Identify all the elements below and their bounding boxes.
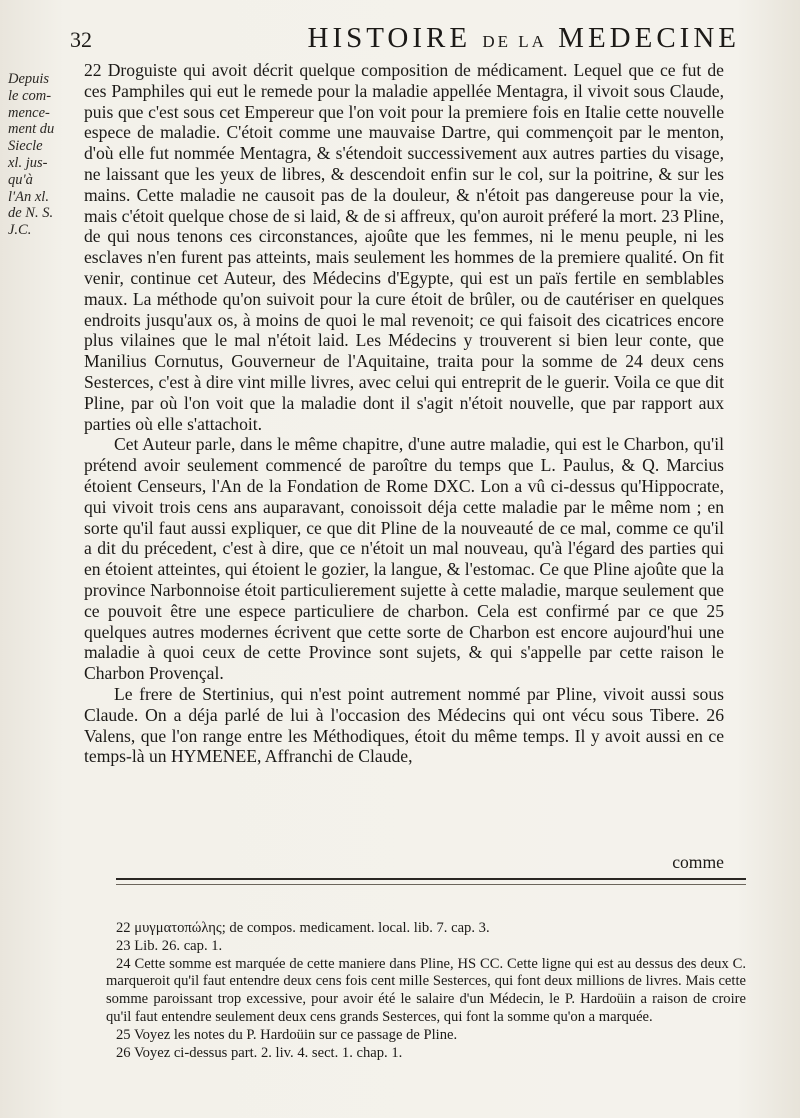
- running-title-part2: DE LA: [482, 32, 547, 51]
- margin-note-line: xl. jus-: [8, 154, 48, 171]
- margin-note-line: mence-: [8, 104, 50, 121]
- footnote-rule: [116, 878, 746, 880]
- margin-note-line: qu'à: [8, 171, 33, 188]
- margin-note: [8, 71, 72, 239]
- page-number: 32: [70, 27, 92, 52]
- margin-note-line: de N. S.: [8, 205, 54, 222]
- main-text: [84, 60, 724, 767]
- catchword: comme: [672, 852, 724, 872]
- footnote-26: 26 Voyez ci-dessus part. 2. liv. 4. sect. 1. chap. 1.: [116, 1044, 403, 1061]
- running-title: [308, 22, 740, 55]
- footnote-23: 23 Lib. 26. cap. 1.: [116, 937, 223, 954]
- footnote-24: 24 Cette somme est marquée de cette maniere dans Pline, HS CC. Cette ligne qui est au dessus des deux C. marqueroit qu'il faut entendre deux cens fois cent mille Sesterces, qui font deux millions de livres. Mais cette somme paroissant trop excessive, pour avoir été le salaire d'un Médecin, le P. Hardoüin a raison de croire qu'il faut entendre seulement deux cens grands Sesterces, qui font la somme qu'on a marquée.: [106, 955, 746, 1025]
- paragraph-1: 22 Droguiste qui avoit décrit quelque composition de médicament. Lequel que ce fut de ces Pamphiles qui eut le remede pour la maladie appellée Mentagra, il vivoit sous Claude, puis que c'est sous cet Empereur que l'on voit pour la premiere fois en Italie cette nouvelle espece de maladie. C'étoit comme une mauvaise Dartre, qui commençoit par le menton, d'où elle fut nommée Mentagra, & s'étendoit successivement aux autres parties du visage, ne laissant que les yeux de libres, & descendoit enfin sur le col, sur la poitrine, & sur les mains. Cette maladie ne causoit pas de la douleur, & n'étoit pas dangereuse pour la vie, mais c'étoit quelque chose de si laid, & de si affreux, qu'on auroit préferé la mort. 23 Pline, de qui nous tenons ces circonstances, ajoûte que les femmes, ni le menu peuple, ni les esclaves n'en furent pas atteints, mais seulement les hommes de la premiere qualité. On fit venir, continue cet Auteur, des Médecins d'Egypte, qui est un païs fertile en semblables maux. La méthode qu'on suivoit pour la cure étoit de brûler, ou de cautériser en quelques endroits jusqu'aux os, à moins de quoi le mal revenoit; ce qui faisoit des cicatrices encore plus vilaines que le mal n'étoit laid. Les Médecins y trouverent si bien leur conte, que Manilius Cornutus, Gouverneur de l'Aquitaine, traita pour la somme de 24 deux cens Sesterces, c'est à dire vint mille livres, avec celui qui entreprit de le guerir. Voila ce que dit Pline, par où l'on voit que la maladie dont il s'agit n'étoit nouvelle, que par rapport aux parties où elle s'attachoit.: [84, 60, 724, 434]
- margin-note-line: Depuis: [8, 71, 50, 87]
- margin-note-line: le com-: [8, 87, 52, 104]
- footnote-25: 25 Voyez les notes du P. Hardoüin sur ce passage de Pline.: [116, 1026, 458, 1043]
- paragraph-3: Le frere de Stertinius, qui n'est point autrement nommé par Pline, vivoit aussi sous Claude. On a déja parlé de lui à l'occasion des Médecins qui ont vécu sous Tibere. 26 Valens, que l'on range entre les Méthodiques, étoit du même temps. Il y avoit aussi en ce temps-là un HYMENEE, Affranchi de Claude,: [84, 683, 724, 767]
- footnote-22: 22 μυγματοπώλης; de compos. medicament. local. lib. 7. cap. 3.: [116, 920, 490, 936]
- footnotes: [106, 920, 746, 1062]
- running-title-part3: MEDECINE: [558, 22, 740, 54]
- page-header: [70, 22, 760, 62]
- margin-note-line: ment du: [8, 121, 55, 138]
- margin-note-line: J.C.: [8, 222, 32, 239]
- running-title-part1: HISTOIRE: [307, 22, 472, 54]
- footnote-rule-thin: [116, 884, 746, 885]
- margin-note-line: l'An xl.: [8, 188, 49, 205]
- margin-note-line: Siecle: [8, 138, 43, 155]
- paragraph-2: Cet Auteur parle, dans le même chapitre, d'une autre maladie, qui est le Charbon, qu'il prétend avoir seulement commencé de paroître du temps que L. Paulus, & Q. Marcius étoient Censeurs, l'An de la Fondation de Rome DXC. Lon a vû ci-dessus qu'Hippocrate, qui vivoit trois cens ans auparavant, conoissoit déja cette maladie par le même nom ; en sorte qu'il faut aussi expliquer, ce que dit Pline de la nouveauté de ce mal, comme ce qu'il a dit du précedent, c'est à dire, que ce n'étoit un mal nouveau, qu'à l'égard des parties qui en étoient atteintes, qui étoient le gozier, la langue, & l'estomac. Ce que Pline ajoûte que la province Narbonnoise étoit particulierement sujette à cette maladie, marque seulement que ce pouvoit être une espece particuliere de charbon. Cela est confirmé par ce que 25 quelques autres modernes écrivent que cette sorte de Charbon est encore aujourd'hui une maladie à quoi ceux de cette Province sont sujets, & qui s'appelle par cette raison le Charbon Provençal.: [84, 434, 724, 684]
